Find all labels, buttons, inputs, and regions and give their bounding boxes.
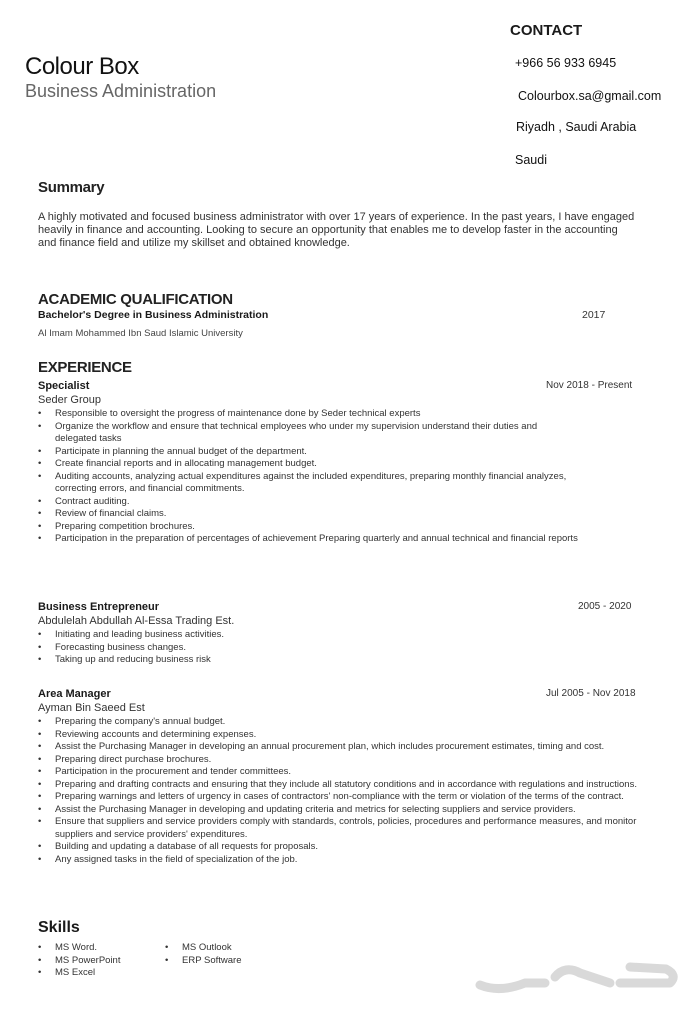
- contact-email: Colourbox.sa@gmail.com: [518, 89, 662, 103]
- job-dates: 2005 - 2020: [578, 601, 632, 612]
- job-bullets: [38, 629, 598, 667]
- candidate-name: Colour Box: [25, 53, 139, 80]
- job-role: Business Entrepreneur: [38, 601, 160, 613]
- job-company: Ayman Bin Saeed Est: [38, 702, 145, 714]
- bullet-item: • Responsible to oversight the progress of maintenance done by Seder technical experts: [38, 408, 578, 421]
- skill-item: • MS Word.: [38, 942, 148, 955]
- contact-location: Riyadh , Saudi Arabia: [516, 120, 637, 134]
- skill-item: • MS Excel: [38, 967, 148, 980]
- skills-column-1: [38, 942, 148, 980]
- contact-nationality: Saudi: [515, 153, 547, 167]
- skill-item: • ERP Software: [165, 955, 285, 968]
- academic-heading: ACADEMIC QUALIFICATION: [38, 291, 233, 308]
- summary-text: A highly motivated and focused business administrator with over 17 years of experience. In the past years, I have engaged heavily in finance and accounting. Looking to secure an opportunity that enables me to develop faster in the accounting and finance field and utilize my skillset and obtained knowledge.: [38, 211, 635, 249]
- job-role: Specialist: [38, 380, 90, 392]
- contact-phone: +966 56 933 6945: [515, 56, 617, 70]
- experience-heading: EXPERIENCE: [38, 359, 132, 376]
- job-bullets: [38, 716, 648, 866]
- skill-item: • MS PowerPoint: [38, 955, 148, 968]
- degree-name: Bachelor's Degree in Business Administration: [38, 309, 269, 321]
- bullet-item: • Assist the Purchasing Manager in developing an annual procurement plan, which includes procurement estimates, timing and cost.: [38, 741, 648, 754]
- bullet-item: • Preparing the company's annual budget.: [38, 716, 648, 729]
- bullet-item: • Ensure that suppliers and service providers comply with standards, controls, policies, procedures and performance measures, and monitor suppliers and service providers' expenditures.: [38, 816, 648, 841]
- skill-item: • MS Outlook: [165, 942, 285, 955]
- job-dates: Jul 2005 - Nov 2018: [546, 688, 636, 699]
- summary-heading: Summary: [38, 179, 105, 196]
- job-role: Area Manager: [38, 688, 111, 700]
- degree-year: 2017: [582, 309, 606, 321]
- job-company: Abdulelah Abdullah Al-Essa Trading Est.: [38, 615, 235, 627]
- bullet-item: • Reviewing accounts and determining expenses.: [38, 729, 648, 742]
- bullet-item: • Preparing and drafting contracts and ensuring that they include all statutory conditions and in accordance with regulations and instructions.: [38, 779, 648, 792]
- skills-heading: Skills: [38, 919, 80, 936]
- bullet-item: • Preparing direct purchase brochures.: [38, 754, 648, 767]
- bullet-item: • Initiating and leading business activities.: [38, 629, 598, 642]
- bullet-item: • Create financial reports and in allocating management budget.: [38, 458, 578, 471]
- bullet-item: • Preparing competition brochures.: [38, 521, 578, 534]
- job-company: Seder Group: [38, 394, 101, 406]
- candidate-title: Business Administration: [25, 81, 217, 101]
- bullet-item: • Assist the Purchasing Manager in developing and updating criteria and metrics for selecting suppliers and service providers.: [38, 804, 648, 817]
- bullet-item: • Review of financial claims.: [38, 508, 578, 521]
- job-bullets: [38, 408, 578, 546]
- bullet-item: • Auditing accounts, analyzing actual expenditures against the included expenditures, preparing monthly financial analyzes, correcting errors, and financial commitments.: [38, 471, 578, 496]
- bullet-item: • Taking up and reducing business risk: [38, 654, 598, 667]
- bullet-item: • Organize the workflow and ensure that technical employees who under my supervision understand their duties and delegated tasks: [38, 421, 578, 446]
- bullet-item: • Contract auditing.: [38, 496, 578, 509]
- bullet-item: • Preparing warnings and letters of urgency in cases of contractors' non-compliance with the term or violation of the terms of the contract.: [38, 791, 648, 804]
- bullet-item: • Participation in the preparation of percentages of achievement Preparing quarterly and annual technical and financial reports: [38, 533, 578, 546]
- contact-heading: CONTACT: [510, 22, 583, 39]
- bullet-item: • Participation in the procurement and tender committees.: [38, 766, 648, 779]
- bullet-item: • Forecasting business changes.: [38, 642, 598, 655]
- skills-column-2: [165, 942, 285, 967]
- bullet-item: • Any assigned tasks in the field of specialization of the job.: [38, 854, 648, 867]
- job-dates: Nov 2018 - Present: [546, 380, 633, 391]
- bullet-item: • Building and updating a database of all requests for proposals.: [38, 841, 648, 854]
- bullet-item: • Participate in planning the annual budget of the department.: [38, 446, 578, 459]
- haraj-watermark-logo: [470, 955, 685, 1005]
- university-name: Al Imam Mohammed Ibn Saud Islamic University: [38, 328, 243, 339]
